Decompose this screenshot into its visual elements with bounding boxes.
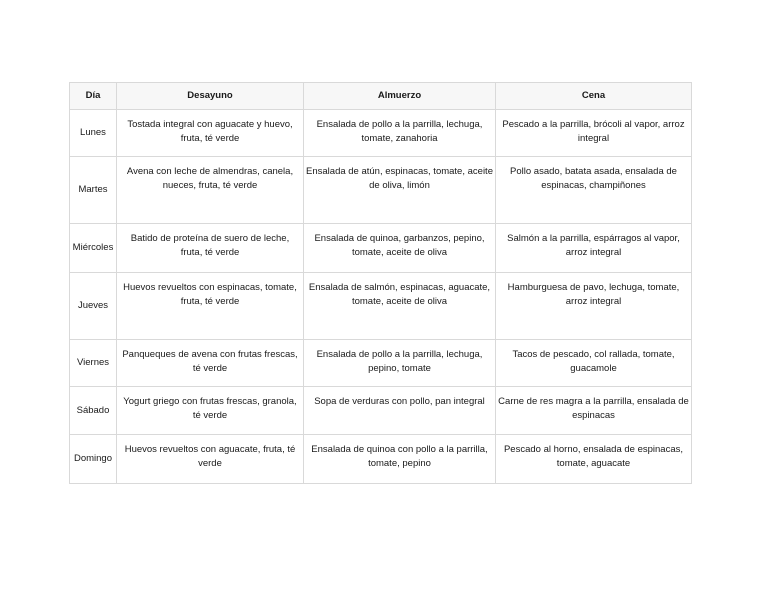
desayuno-cell: Batido de proteína de suero de leche, fruta, té verde — [117, 224, 304, 273]
header-cena: Cena — [496, 83, 692, 110]
desayuno-cell: Avena con leche de almendras, canela, nueces, fruta, té verde — [117, 157, 304, 224]
day-cell: Martes — [70, 157, 117, 224]
almuerzo-cell: Ensalada de atún, espinacas, tomate, aceite de oliva, limón — [304, 157, 496, 224]
meal-plan-table — [69, 82, 692, 484]
day-cell: Lunes — [70, 110, 117, 157]
cena-cell: Carne de res magra a la parrilla, ensalada de espinacas — [496, 387, 692, 435]
header-dia: Día — [70, 83, 117, 110]
table-row — [70, 340, 692, 387]
day-cell: Sábado — [70, 387, 117, 435]
almuerzo-cell: Sopa de verduras con pollo, pan integral — [304, 387, 496, 435]
day-cell: Jueves — [70, 273, 117, 340]
table-row — [70, 273, 692, 340]
almuerzo-cell: Ensalada de pollo a la parrilla, lechuga, pepino, tomate — [304, 340, 496, 387]
day-cell: Miércoles — [70, 224, 117, 273]
cena-cell: Salmón a la parrilla, espárragos al vapor, arroz integral — [496, 224, 692, 273]
almuerzo-cell: Ensalada de pollo a la parrilla, lechuga, tomate, zanahoria — [304, 110, 496, 157]
header-almuerzo: Almuerzo — [304, 83, 496, 110]
almuerzo-cell: Ensalada de quinoa, garbanzos, pepino, tomate, aceite de oliva — [304, 224, 496, 273]
desayuno-cell: Tostada integral con aguacate y huevo, fruta, té verde — [117, 110, 304, 157]
almuerzo-cell: Ensalada de salmón, espinacas, aguacate, tomate, aceite de oliva — [304, 273, 496, 340]
table-row — [70, 110, 692, 157]
almuerzo-cell: Ensalada de quinoa con pollo a la parrilla, tomate, pepino — [304, 435, 496, 484]
table-row — [70, 387, 692, 435]
day-cell: Domingo — [70, 435, 117, 484]
desayuno-cell: Yogurt griego con frutas frescas, granola, té verde — [117, 387, 304, 435]
cena-cell: Pescado a la parrilla, brócoli al vapor, arroz integral — [496, 110, 692, 157]
table-row — [70, 224, 692, 273]
table-header-row — [70, 83, 692, 110]
desayuno-cell: Huevos revueltos con espinacas, tomate, fruta, té verde — [117, 273, 304, 340]
desayuno-cell: Huevos revueltos con aguacate, fruta, té verde — [117, 435, 304, 484]
day-cell: Viernes — [70, 340, 117, 387]
cena-cell: Tacos de pescado, col rallada, tomate, guacamole — [496, 340, 692, 387]
cena-cell: Pollo asado, batata asada, ensalada de espinacas, champiñones — [496, 157, 692, 224]
table-row — [70, 157, 692, 224]
desayuno-cell: Panqueques de avena con frutas frescas, té verde — [117, 340, 304, 387]
cena-cell: Hamburguesa de pavo, lechuga, tomate, arroz integral — [496, 273, 692, 340]
table-row — [70, 435, 692, 484]
cena-cell: Pescado al horno, ensalada de espinacas, tomate, aguacate — [496, 435, 692, 484]
header-desayuno: Desayuno — [117, 83, 304, 110]
